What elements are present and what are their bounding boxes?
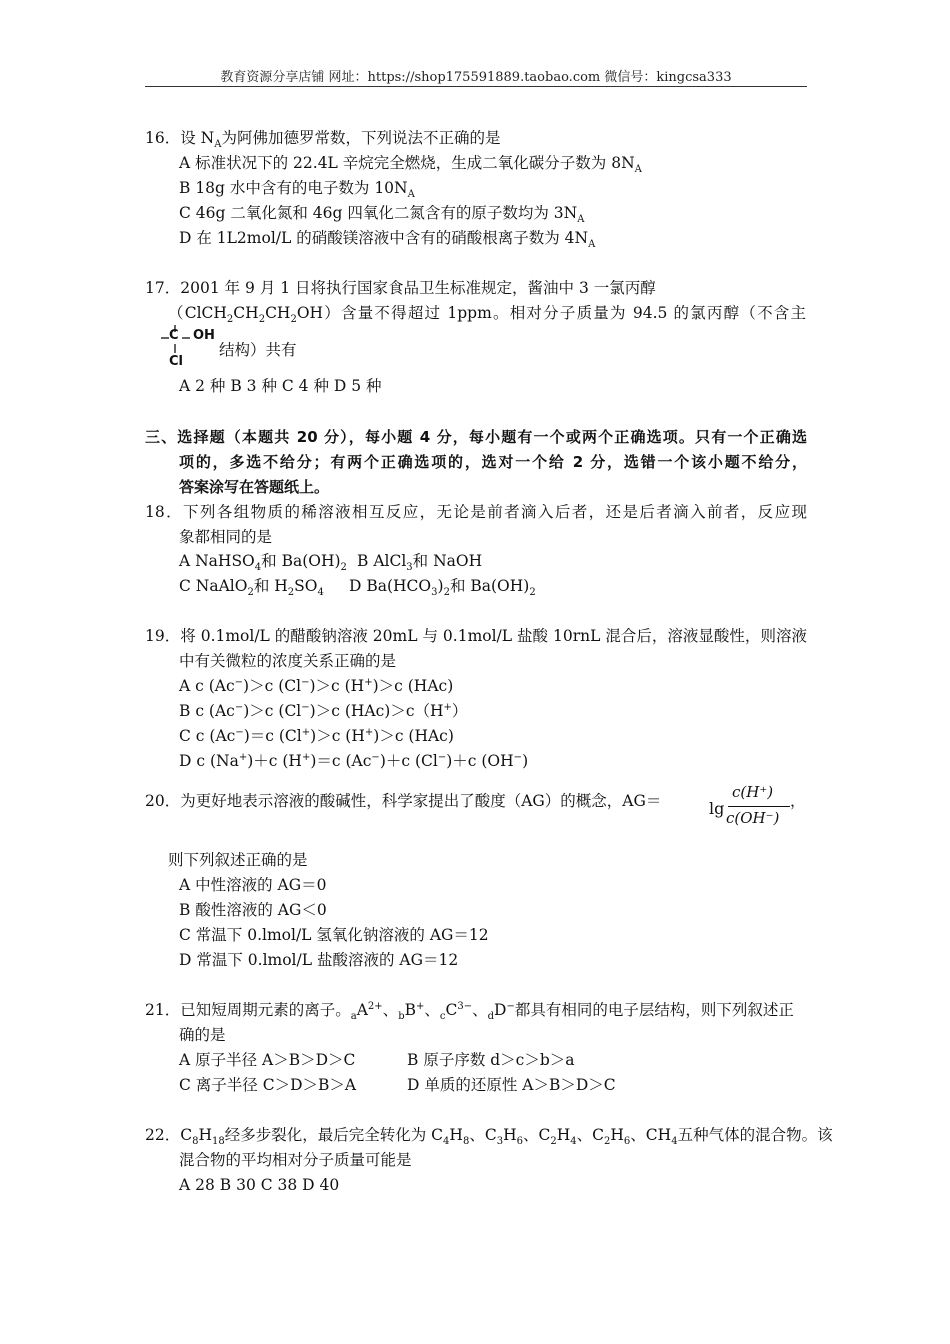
structure-carbon: C (169, 328, 179, 343)
question-17-line-1: 17．2001 年 9 月 1 日将执行国家食品卫生标准规定，酱油中 3 一氯丙醇 (145, 279, 656, 297)
question-number: 20． (145, 792, 181, 810)
question-19-option-c: C c (Ac−)＝c (Cl+)＞c (H+)＞c (HAc) (179, 726, 454, 745)
question-17-options: A 2 种 B 3 种 C 4 种 D 5 种 (179, 377, 382, 395)
ag-fraction (726, 783, 796, 831)
question-22-line-2: 混合物的平均相对分子质量可能是 (179, 1151, 412, 1169)
question-22-options: A 28 B 30 C 38 D 40 (179, 1176, 340, 1194)
question-16-option-a: A 标准状况下的 22.4L 辛烷完全燃烧，生成二氧化碳分子数为 $8N_A$ (179, 154, 642, 176)
question-17-line-3: 结构）共有 (219, 341, 297, 359)
question-20-option-a: A 中性溶液的 AG＝0 (179, 876, 327, 894)
question-20-line-2: 则下列叙述正确的是 (168, 851, 308, 869)
question-21-option-c: C 离子半径 C＞D＞B＞A (179, 1076, 357, 1094)
structure-hydroxyl: OH (193, 328, 215, 343)
question-number: 22． (145, 1126, 181, 1144)
section-3-heading-line-1: 三、选择题（本题共 20 分），每小题 4 分，每小题有一个或两个正确选项。只有一个正确选 (145, 428, 807, 446)
fraction-numerator: c(H⁺) (732, 783, 774, 801)
section-3-heading-line-2: 项的，多选不给分；有两个正确选项的，选对一个给 2 分，选错一个该小题不给分， (179, 453, 807, 471)
question-number: 16． (145, 129, 181, 147)
question-18-option-d: D $Ba(HCO_3)_2$和 $Ba(OH)_2$ (349, 577, 536, 599)
question-22-line-1: 22．$C_8H_{18}$经多步裂化，最后完全转化为 $C_4H_8$、$C_3H_6$、$C_2H_4$、$C_2H_6$、$CH_4$五种气体的混合物。该 (145, 1126, 833, 1148)
question-17-line-2: $(ClCH_2CH_2CH_2OH)$含量不得超过 1ppm。相对分子质量为 94.5 的氯丙醇（不含主 (168, 304, 806, 326)
question-21-option-d: D 单质的还原性 A＞B＞D＞C (407, 1076, 616, 1094)
question-16-option-d: D 在 1L2mol/L 的硝酸镁溶液中含有的硝酸根离子数为 $4N_A$ (179, 229, 596, 251)
question-18-line-1: 18．下列各组物质的稀溶液相互反应，无论是前者滴入后者，还是后者滴入前者，反应现 (145, 503, 807, 521)
header-divider (145, 86, 807, 87)
question-number: 17． (145, 279, 181, 297)
question-19-option-b: B c (Ac−)＞c (Cl−)＞c (HAc)＞c（H+） (179, 701, 468, 720)
question-18-option-b: B AlCl$_3$和 NaOH (357, 552, 483, 574)
structure-chlorine: Cl (169, 354, 183, 369)
question-19-option-a: A c (Ac−)＞c (Cl−)＞c (H+)＞c (HAc) (179, 676, 454, 695)
fraction-denominator: c(OH⁻) (726, 809, 780, 827)
question-number: 19． (145, 627, 181, 645)
question-16-stem: 16．设 $N_A$为阿佛加德罗常数，下列说法不正确的是 (145, 129, 501, 151)
question-16-option-b: B 18g 水中含有的电子数为 $10N_A$ (179, 179, 415, 201)
structural-formula-fragment (161, 325, 223, 371)
fraction-bar (728, 806, 790, 807)
question-20-stem: 20．为更好地表示溶液的酸碱性，科学家提出了酸度（AG）的概念，AG＝ (145, 792, 662, 810)
question-number: 21． (145, 1001, 181, 1019)
question-18-line-2: 象都相同的是 (179, 528, 273, 546)
question-18-option-a: A NaHSO$_4$和 $Ba(OH)_2$ (179, 552, 347, 574)
question-18-option-c: C NaAlO$_2$和 $H_2SO_4$ (179, 577, 324, 599)
section-3-heading-line-3: 答案涂写在答题纸上。 (179, 478, 330, 496)
question-19-option-d: D c (Na+)＋c (H+)＝c (Ac−)＋c (Cl−)＋c (OH−) (179, 751, 529, 770)
question-19-line-2: 中有关微粒的浓度关系正确的是 (179, 652, 397, 670)
formula-lg: lg (709, 799, 725, 818)
question-number: 18． (145, 503, 184, 521)
question-20-option-b: B 酸性溶液的 AG＜0 (179, 901, 327, 919)
formula-comma: ， (790, 792, 806, 810)
question-20-option-d: D 常温下 0.lmol/L 盐酸溶液的 AG＝12 (179, 951, 459, 969)
question-20-option-c: C 常温下 0.lmol/L 氢氧化钠溶液的 AG＝12 (179, 926, 489, 944)
question-16-option-c: C 46g 二氧化氮和 46g 四氧化二氮含有的原子数均为 $3N_A$ (179, 204, 585, 226)
question-19-line-1: 19．将 0.1mol/L 的醋酸钠溶液 20mL 与 0.1mol/L 盐酸 10rnL 混合后，溶液显酸性，则溶液 (145, 627, 807, 645)
question-21-line-1: 21．已知短周期元素的离子。$_aA^{2+}$、$_b$B+、$_cC^{3-}$、$_d$D−都具有相同的电子层结构，则下列叙述正 (145, 1000, 794, 1023)
question-21-option-a: A 原子半径 A＞B＞D＞C (179, 1051, 356, 1069)
page-header: 教育资源分享店铺 网址：https://shop175591889.taobao.com 微信号：kingcsa333 (220, 70, 732, 85)
question-21-line-2: 确的是 (179, 1026, 226, 1044)
question-21-option-b: B 原子序数 d＞c＞b＞a (407, 1051, 575, 1069)
